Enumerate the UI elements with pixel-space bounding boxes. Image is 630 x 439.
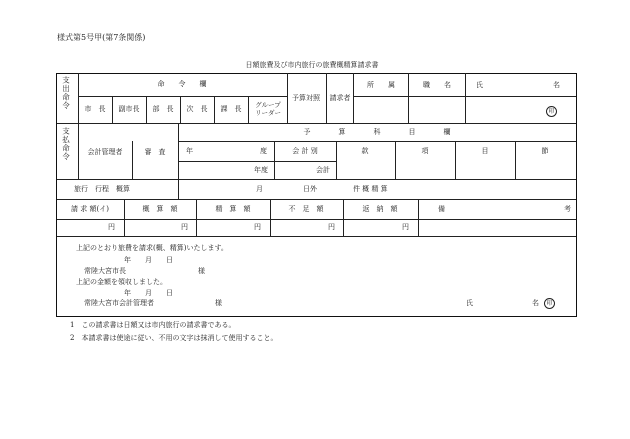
seal-mark: 印 [544, 298, 555, 309]
table-line [336, 141, 337, 179]
table-line [180, 96, 181, 123]
form-title: 日額旅費及び市内旅行の旅費概精算請求書 [245, 61, 379, 69]
table-line [78, 96, 287, 97]
gaisan-gaku-header: 概 算 額 [142, 205, 178, 213]
shiharai-meirei-label: 支払命令 [61, 127, 71, 161]
table-line [178, 123, 179, 179]
table-line [270, 199, 271, 236]
kaikei-label: 会計 [316, 166, 330, 174]
table-line [56, 179, 577, 180]
yosan-kamoku-header: 予 算 科 目 欄 [303, 128, 451, 136]
seikyusha: 請求者 [329, 94, 351, 102]
table-line [178, 141, 576, 142]
table-line [132, 141, 133, 179]
table-line [196, 199, 197, 236]
note-1: 1 この請求書は日額又は市内旅行の請求書である。 [70, 321, 236, 329]
nichigai-label: 日外 [303, 185, 317, 193]
do-label: 度 [260, 147, 267, 155]
meirei-ran-header: 命 令 欄 [157, 80, 207, 88]
table-line [343, 199, 344, 236]
ryoko-label: 旅行 行程 概算 [74, 185, 130, 193]
shimei-header: 氏 名 [476, 81, 560, 89]
seisan-gaku-header: 精 算 額 [215, 205, 251, 213]
table-line [515, 141, 516, 179]
shozoku-header: 所 属 [367, 81, 395, 89]
shinsa: 審 査 [144, 148, 166, 156]
table-line [178, 161, 336, 162]
role-kacho: 課 長 [220, 105, 242, 113]
table-line [326, 73, 327, 123]
yen-unit: 円 [328, 223, 335, 231]
yen-unit: 円 [181, 223, 188, 231]
table-line [465, 73, 466, 123]
table-line [408, 73, 409, 123]
nendo-label: 年度 [254, 166, 268, 174]
kaikei-kanrisha: 会計管理者 [87, 148, 123, 156]
table-line [274, 141, 275, 179]
fusoku-gaku-header: 不 足 額 [288, 205, 324, 213]
role-jicho: 次 長 [186, 105, 208, 113]
note-2: 2 本請求書は使途に従い、不用の文字は抹消して使用すること。 [70, 334, 278, 342]
table-line [78, 123, 79, 179]
yen-unit: 円 [254, 223, 261, 231]
ken-label: 件 概 精 算 [353, 185, 388, 193]
declaration-line1: 上記のとおり旅費を請求(概、精算)いたします。 [76, 244, 228, 252]
kan-label: 款 [361, 147, 369, 155]
yen-unit: 円 [108, 223, 115, 231]
role-bucho: 部 長 [152, 105, 174, 113]
table-line [78, 73, 79, 123]
table-line [287, 73, 288, 123]
table-line [56, 219, 577, 220]
tsuki-label: 月 [256, 185, 263, 193]
yosan-taisho: 予算対照 [292, 94, 320, 102]
table-line [56, 123, 577, 124]
declaration-addressee2: 常陸大宮市会計管理者 [84, 299, 154, 307]
table-line [455, 141, 456, 179]
table-border-bottom [56, 316, 577, 317]
table-line [146, 96, 147, 123]
role-shicho: 市 長 [84, 105, 106, 113]
table-line [214, 96, 215, 123]
shokumei-header: 職 名 [423, 81, 451, 89]
seal-mark: 印 [546, 106, 557, 117]
shishutsu-meirei-label: 支出命令 [61, 76, 71, 110]
table-line [124, 199, 125, 236]
table-line [248, 96, 249, 123]
declaration-sama1: 様 [198, 267, 205, 275]
role-group-leader: グループ リーダー [255, 101, 281, 118]
form-number: 様式第5号甲(第7条関係) [57, 33, 146, 42]
declaration-shi: 氏 [466, 299, 473, 307]
kou-label: 項 [421, 147, 429, 155]
yen-unit: 円 [402, 223, 409, 231]
setsu-label: 節 [541, 147, 549, 155]
role-fukushicho: 副市長 [118, 105, 140, 113]
table-line [56, 199, 577, 200]
seikyu-gaku-header: 請 求 額(イ) [71, 205, 109, 213]
declaration-date1: 年 月 日 [124, 256, 173, 264]
declaration-date2: 年 月 日 [124, 289, 173, 297]
table-border-right [576, 73, 577, 317]
nen-label: 年 [186, 147, 193, 155]
table-line [395, 141, 396, 179]
henno-gaku-header: 返 納 額 [362, 205, 398, 213]
table-border-left [56, 73, 57, 317]
table-line [112, 96, 113, 123]
table-line [418, 199, 419, 236]
declaration-line2: 上記の金額を領収しました。 [76, 278, 167, 286]
table-line [56, 236, 577, 237]
declaration-mei: 名 [532, 299, 539, 307]
table-line [178, 179, 179, 199]
table-border-top [56, 73, 577, 74]
declaration-addressee1: 常陸大宮市長 [84, 267, 126, 275]
declaration-sama2: 様 [215, 299, 222, 307]
moku-label: 目 [481, 147, 489, 155]
biko-header: 備 考 [438, 205, 571, 213]
kaikei-betsu-label: 会 計 別 [292, 147, 318, 155]
table-line [353, 73, 354, 123]
